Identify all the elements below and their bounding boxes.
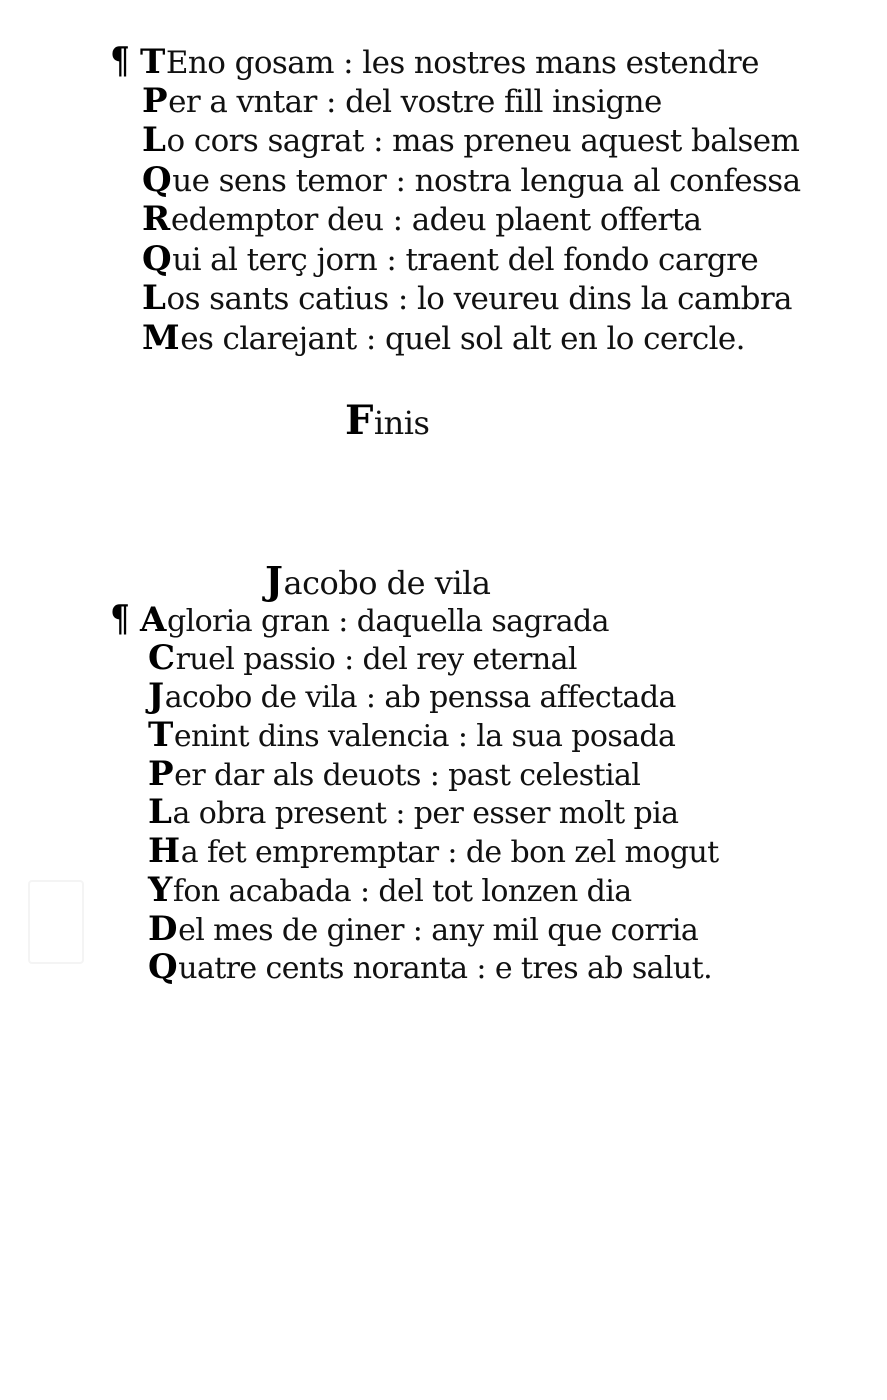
line-initial: Q [142, 159, 172, 200]
line-text: uatre cents noranta : e tres ab salut. [178, 951, 713, 987]
line-initial: P [142, 80, 168, 121]
verse-line [108, 832, 808, 871]
line-initial: C [148, 637, 175, 678]
line-initial: J [148, 676, 164, 717]
finis-label [345, 397, 429, 444]
verse-line [108, 121, 848, 161]
page-edge-shadow [28, 880, 84, 964]
line-text: acobo de vila : ab penssa affectada [164, 680, 676, 716]
verse-line [108, 948, 808, 987]
line-text: es clarejant : quel sol alt en lo cercle. [180, 320, 745, 357]
verse-line [108, 42, 848, 82]
line-text: el mes de giner : any mil que corria [178, 912, 699, 948]
verse-line [108, 910, 808, 949]
line-initial: M [142, 317, 180, 358]
author-heading [265, 558, 490, 603]
finis-text: inis [373, 404, 430, 442]
verse-line [108, 639, 808, 678]
line-text: gloria gran : daquella sagrada [166, 604, 609, 639]
verse-line [108, 793, 808, 832]
verse-stanza-2 [108, 600, 808, 987]
verse-line [108, 319, 848, 359]
line-initial: D [148, 908, 178, 949]
line-text: ue sens temor : nostra lengua al confessa [172, 162, 801, 199]
verse-line [108, 279, 848, 319]
verse-line [108, 82, 848, 122]
line-initial: L [142, 278, 166, 318]
finis-initial: F [345, 397, 373, 444]
verse-line [108, 161, 848, 201]
line-text: ruel passio : del rey eternal [175, 641, 577, 677]
line-initial: Y [148, 869, 172, 910]
line-text: edemptor deu : adeu plaent offerta [170, 202, 702, 238]
line-initial: T [140, 42, 165, 82]
line-text: er dar als deuots : past celestial [174, 757, 641, 793]
line-initial: L [148, 792, 172, 833]
line-initial: Q [142, 238, 172, 279]
line-text: er a vntar : del vostre fill insigne [168, 83, 662, 120]
verse-line [108, 200, 848, 240]
line-initial: L [142, 120, 166, 160]
line-initial: A [140, 600, 166, 640]
line-text: enint dins valencia : la sua posada [173, 719, 676, 755]
heading-initial: J [265, 558, 283, 603]
line-text: a fet empremptar : de bon zel mogut [180, 835, 719, 871]
verse-line [108, 716, 808, 755]
line-text: fon acabada : del tot lonzen dia [172, 873, 632, 909]
heading-text: acobo de vila [283, 564, 491, 602]
verse-line [108, 600, 808, 639]
line-text: o cors sagrat : mas preneu aquest balsem [166, 123, 800, 159]
paragraph-mark-icon: ¶ [110, 40, 130, 82]
paragraph-mark-icon: ¶ [110, 598, 130, 640]
line-text: a obra present : per esser molt pia [172, 796, 679, 832]
verse-line [108, 677, 808, 716]
verse-stanza-1 [108, 42, 848, 358]
verse-line [108, 240, 848, 280]
verse-line [108, 871, 808, 910]
line-initial: H [148, 831, 180, 872]
line-initial: T [148, 715, 173, 756]
line-text: Eno gosam : les nostres mans estendre [165, 45, 759, 81]
line-text: ui al terç jorn : traent del fondo cargre [172, 241, 759, 278]
line-initial: R [142, 199, 170, 239]
verse-line [108, 755, 808, 794]
line-initial: P [148, 753, 174, 794]
line-initial: Q [148, 947, 178, 988]
line-text: os sants catius : lo veureu dins la cambra [166, 281, 792, 317]
